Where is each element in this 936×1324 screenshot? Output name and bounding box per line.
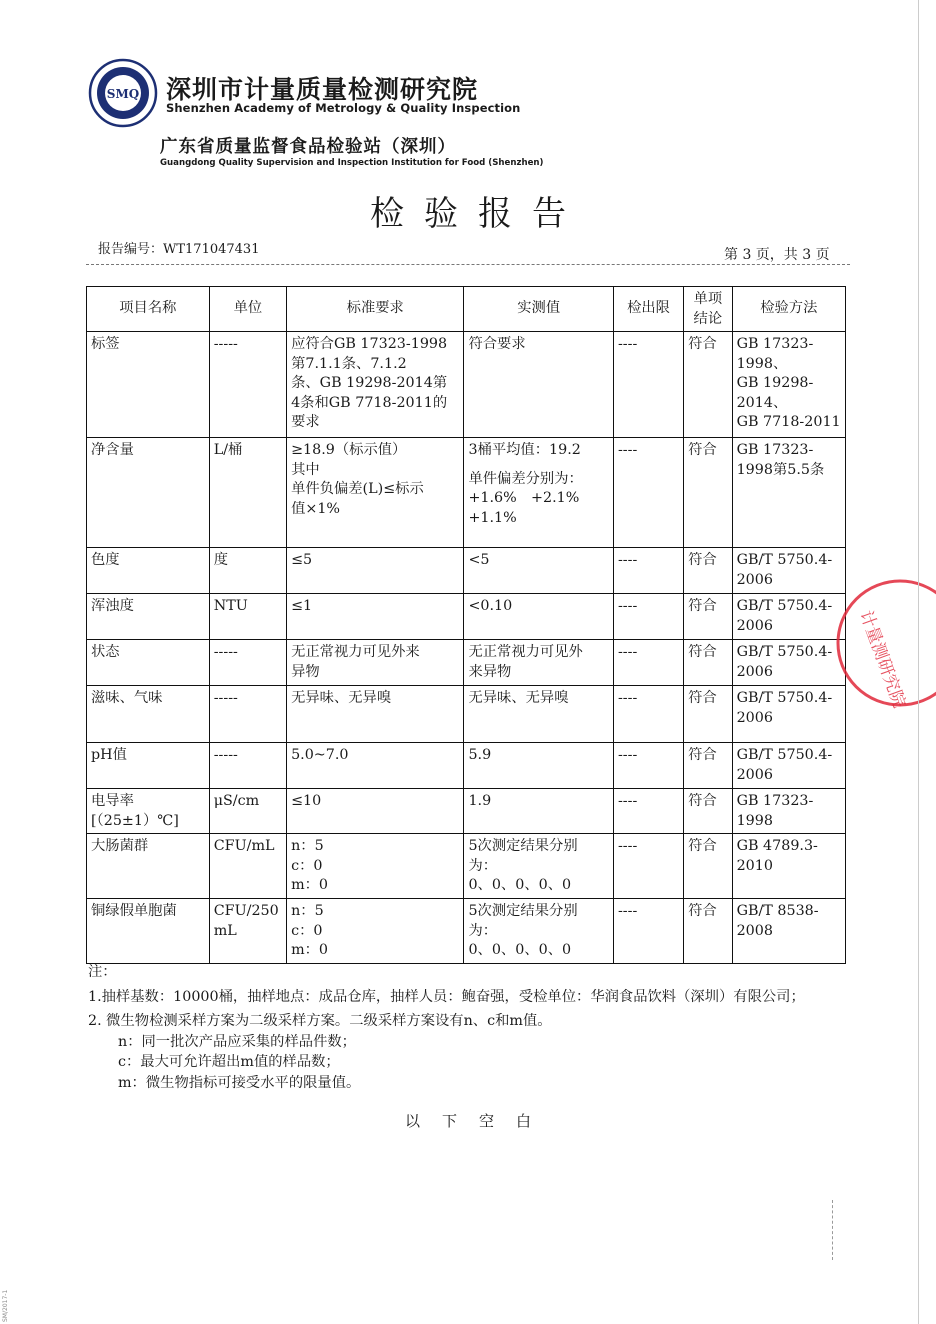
cell-line: [（25±1）℃] (91, 812, 179, 829)
cell-line: ----- (213, 747, 238, 763)
cell-item (87, 640, 210, 686)
cell-gap (468, 461, 610, 470)
inspection-results-table (86, 286, 846, 964)
cell-measured (464, 332, 614, 438)
cell-line: ---- (617, 690, 638, 706)
cell-line: ---- (617, 903, 638, 919)
table-row (87, 686, 846, 743)
cell-line: 1.9 (468, 793, 492, 809)
cell-line: 5次测定结果分别 (468, 903, 578, 919)
cell-verdict (684, 594, 732, 640)
cell-line: 5次测定结果分别 (468, 838, 578, 854)
official-seal (800, 558, 936, 728)
cell-verdict (684, 548, 732, 594)
cell-line: 应符合GB 17323-1998 (291, 336, 448, 352)
cell-limit (613, 686, 683, 743)
cell-line: 5.0~7.0 (291, 747, 349, 763)
cell-unit (209, 548, 286, 594)
cell-line: 其中 (291, 461, 320, 478)
cell-line: GB/T 8538- (736, 903, 819, 919)
cell-item (87, 743, 210, 789)
cell-method (732, 834, 845, 899)
cell-line: ---- (617, 838, 638, 854)
cell-method (732, 332, 845, 438)
report-title: 检验报告 (370, 194, 586, 234)
cell-line: CFU/250 (213, 903, 279, 919)
cell-measured (464, 438, 614, 548)
header-measured: 实测值 (464, 287, 614, 332)
cell-standard (287, 640, 464, 686)
cell-item (87, 438, 210, 548)
cell-line: 度 (213, 552, 229, 568)
cell-line: c：0 (291, 857, 323, 874)
cell-line: 色度 (91, 552, 120, 568)
cell-line: 1998、 (736, 355, 788, 372)
cell-verdict (684, 743, 732, 789)
cell-standard (287, 743, 464, 789)
cell-line: 单件偏差分别为： (468, 470, 583, 487)
cell-line: 符合 (688, 336, 717, 352)
cell-standard (287, 332, 464, 438)
header-limit: 检出限 (613, 287, 683, 332)
cell-standard (287, 789, 464, 834)
header-method: 检验方法 (732, 287, 845, 332)
header-verdict-line: 结论 (693, 311, 723, 327)
note-n-definition: n：同一批次产品应采集的样品件数； (118, 1033, 356, 1050)
cell-verdict (684, 686, 732, 743)
table-row (87, 834, 846, 899)
cell-item (87, 594, 210, 640)
cell-measured (464, 594, 614, 640)
cell-line: 0、0、0、0、0 (468, 942, 572, 958)
cell-item (87, 548, 210, 594)
header-unit: 单位 (209, 287, 286, 332)
cell-line: 要求 (291, 414, 320, 430)
cell-line: +1.6% +2.1% (468, 490, 580, 506)
table-row (87, 438, 846, 548)
cell-line: 2006 (736, 709, 773, 726)
cell-measured (464, 899, 614, 964)
cell-line: GB 17323- (736, 793, 814, 809)
cell-line: GB 4789.3- (736, 838, 818, 854)
cell-line: ----- (213, 336, 238, 352)
cell-line: 来异物 (468, 663, 512, 680)
cell-line: ---- (617, 552, 638, 568)
cell-line: 电导率 (91, 793, 134, 809)
cell-line: GB 17323- (736, 442, 814, 458)
cell-line: m：0 (291, 877, 329, 893)
cell-limit (613, 640, 683, 686)
cell-measured (464, 640, 614, 686)
cell-line: 单件负偏差(L)≤标示 (291, 481, 424, 497)
cell-line: 铜绿假单胞菌 (91, 903, 177, 919)
cell-limit (613, 899, 683, 964)
cell-line: ---- (617, 598, 638, 614)
cell-line: GB/T 5750.4- (736, 598, 833, 614)
institution-name-en: Guangdong Quality Supervision and Inspection Institution for Food (Shenzhen) (160, 158, 544, 168)
cell-method (732, 743, 845, 789)
table-header-row (87, 287, 846, 332)
cell-limit (613, 332, 683, 438)
cell-line: 条、GB 19298-2014第 (291, 375, 448, 391)
side-margin-code (0, 1262, 14, 1322)
seal-text: 计量测研究院 (855, 607, 909, 711)
cell-item (87, 789, 210, 834)
cell-line: <0.10 (468, 598, 513, 614)
cell-line: ≤10 (291, 793, 322, 809)
cell-line: 状态 (91, 644, 120, 660)
cell-line: c：0 (291, 922, 323, 939)
notes-section (88, 962, 848, 1093)
cell-measured (464, 686, 614, 743)
cell-verdict (684, 332, 732, 438)
smq-logo (88, 58, 158, 128)
cell-line: 第7.1.1条、7.1.2 (291, 355, 407, 372)
note-sampling: 1.抽样基数：10000桶，抽样地点：成品仓库，抽样人员：鲍奋强，受检单位：华润食品饮料（深圳）有限公司； (88, 988, 805, 1005)
cell-unit (209, 332, 286, 438)
cell-standard (287, 686, 464, 743)
cell-line: pH值 (91, 747, 127, 763)
cell-limit (613, 438, 683, 548)
cell-limit (613, 743, 683, 789)
institution-name-cn: 广东省质量监督食品检验站（深圳） (160, 137, 456, 157)
cell-line: 2006 (736, 766, 773, 783)
cell-line: 2008 (736, 922, 773, 939)
cell-line: 2006 (736, 617, 773, 634)
header-verdict-line: 单项 (693, 291, 723, 307)
cell-line: 符合 (688, 598, 717, 614)
cell-line: 净含量 (91, 442, 134, 458)
cell-unit (209, 789, 286, 834)
cell-line: 无正常视力可见外来 (291, 644, 420, 660)
cell-standard (287, 594, 464, 640)
cell-line: 2010 (736, 857, 773, 874)
cell-line: 无正常视力可见外 (468, 644, 583, 660)
cell-line: 1998第5.5条 (736, 461, 825, 478)
cell-unit (209, 640, 286, 686)
page-info: 第 3 页，共 3 页 (724, 247, 830, 263)
cell-measured (464, 834, 614, 899)
cell-verdict (684, 789, 732, 834)
cell-line: ---- (617, 442, 638, 458)
cell-unit (209, 686, 286, 743)
cell-line: 无异味、无异嗅 (468, 690, 569, 706)
cell-limit (613, 789, 683, 834)
cell-item (87, 686, 210, 743)
cell-line: 异物 (291, 663, 320, 680)
side-code-text: SM/2017-1 (2, 1289, 9, 1322)
table-row (87, 594, 846, 640)
cell-line: 0、0、0、0、0 (468, 877, 572, 893)
cell-line: 符合 (688, 838, 717, 854)
cell-unit (209, 594, 286, 640)
cell-line: ----- (213, 644, 238, 660)
cell-line: ≥18.9（标示值） (291, 442, 407, 458)
organization-name-cn: 深圳市计量质量检测研究院 (166, 75, 479, 104)
cell-item (87, 899, 210, 964)
cell-line: 符合 (688, 903, 717, 919)
header-item: 项目名称 (87, 287, 210, 332)
cell-limit (613, 834, 683, 899)
cell-item (87, 332, 210, 438)
cell-line: 大肠菌群 (91, 838, 149, 854)
cell-line: 符合 (688, 644, 717, 660)
cell-standard (287, 548, 464, 594)
cell-standard (287, 899, 464, 964)
cell-line: 符合 (688, 442, 717, 458)
cell-verdict (684, 438, 732, 548)
cell-line: GB 17323- (736, 336, 814, 352)
cell-line: mL (213, 922, 237, 939)
header-verdict (684, 287, 732, 332)
cell-line: ---- (617, 644, 638, 660)
cell-line: 1998 (736, 812, 773, 829)
cell-line: GB/T 5750.4- (736, 747, 833, 763)
cell-line: NTU (213, 598, 248, 614)
cell-line: 为： (468, 922, 498, 939)
cell-line: GB 7718-2011 (736, 414, 841, 430)
header-divider (86, 264, 850, 265)
cell-method (732, 899, 845, 964)
note-microbiology: 2. 微生物检测采样方案为二级采样方案。二级采样方案设有n、c和m值。 (88, 1013, 552, 1029)
cell-standard (287, 834, 464, 899)
cell-line: 符合 (688, 793, 717, 809)
cell-line: μS/cm (213, 793, 260, 809)
cell-line: 5.9 (468, 747, 492, 763)
binding-marks (820, 1200, 833, 1260)
table-row (87, 899, 846, 964)
page-edge (918, 0, 919, 1324)
cell-line: n：5 (291, 838, 324, 854)
cell-method (732, 789, 845, 834)
cell-line: ---- (617, 747, 638, 763)
cell-line: 滋味、气味 (91, 690, 163, 706)
table-row (87, 789, 846, 834)
cell-line: 标签 (91, 336, 120, 352)
table-row (87, 743, 846, 789)
cell-line: 2006 (736, 663, 773, 680)
logo-text: SMQ (106, 87, 140, 101)
cell-line: ≤1 (291, 598, 313, 614)
cell-standard (287, 438, 464, 548)
cell-measured (464, 789, 614, 834)
cell-line: 3桶平均值：19.2 (468, 442, 581, 458)
cell-line: ---- (617, 793, 638, 809)
cell-line: m：0 (291, 942, 329, 958)
cell-line: 值×1% (291, 500, 341, 517)
cell-unit (209, 438, 286, 548)
cell-line: CFU/mL (213, 838, 275, 854)
table-row (87, 332, 846, 438)
cell-line: ----- (213, 690, 238, 706)
cell-line: L/桶 (213, 442, 243, 458)
cell-line: ≤5 (291, 552, 313, 568)
cell-line: ---- (617, 336, 638, 352)
cell-verdict (684, 899, 732, 964)
cell-line: GB/T 5750.4- (736, 552, 833, 568)
table-row (87, 548, 846, 594)
table-row (87, 640, 846, 686)
cell-line: 浑浊度 (91, 598, 134, 614)
cell-limit (613, 548, 683, 594)
cell-unit (209, 899, 286, 964)
cell-line: 2006 (736, 571, 773, 588)
header-standard: 标准要求 (287, 287, 464, 332)
cell-line: 2014、 (736, 394, 788, 411)
cell-line: <5 (468, 552, 490, 568)
report-number: 报告编号：WT171047431 (98, 242, 260, 257)
cell-method (732, 438, 845, 548)
cell-unit (209, 834, 286, 899)
cell-unit (209, 743, 286, 789)
cell-line: 符合 (688, 552, 717, 568)
cell-line: 符合 (688, 690, 717, 706)
cell-measured (464, 548, 614, 594)
cell-line: GB/T 5750.4- (736, 644, 833, 660)
note-m-definition: m：微生物指标可接受水平的限量值。 (118, 1074, 361, 1091)
cell-limit (613, 594, 683, 640)
cell-line: 无异味、无异嗅 (291, 690, 392, 706)
cell-line: +1.1% (468, 509, 517, 526)
cell-line: 符合要求 (468, 336, 526, 352)
cell-line: 符合 (688, 747, 717, 763)
notes-heading: 注： (88, 964, 117, 980)
cell-verdict (684, 640, 732, 686)
cell-line: n：5 (291, 903, 324, 919)
cell-line: 4条和GB 7718-2011的 (291, 394, 448, 411)
cell-line: GB 19298- (736, 375, 814, 391)
cell-line: GB/T 5750.4- (736, 690, 833, 706)
cell-verdict (684, 834, 732, 899)
cell-measured (464, 743, 614, 789)
cell-item (87, 834, 210, 899)
note-c-definition: c：最大可允许超出m值的样品数； (118, 1054, 340, 1070)
end-of-report-marker: 以下空白 (404, 1112, 553, 1130)
organization-name-en: Shenzhen Academy of Metrology & Quality Inspection (166, 101, 521, 115)
cell-line: 为： (468, 857, 498, 874)
